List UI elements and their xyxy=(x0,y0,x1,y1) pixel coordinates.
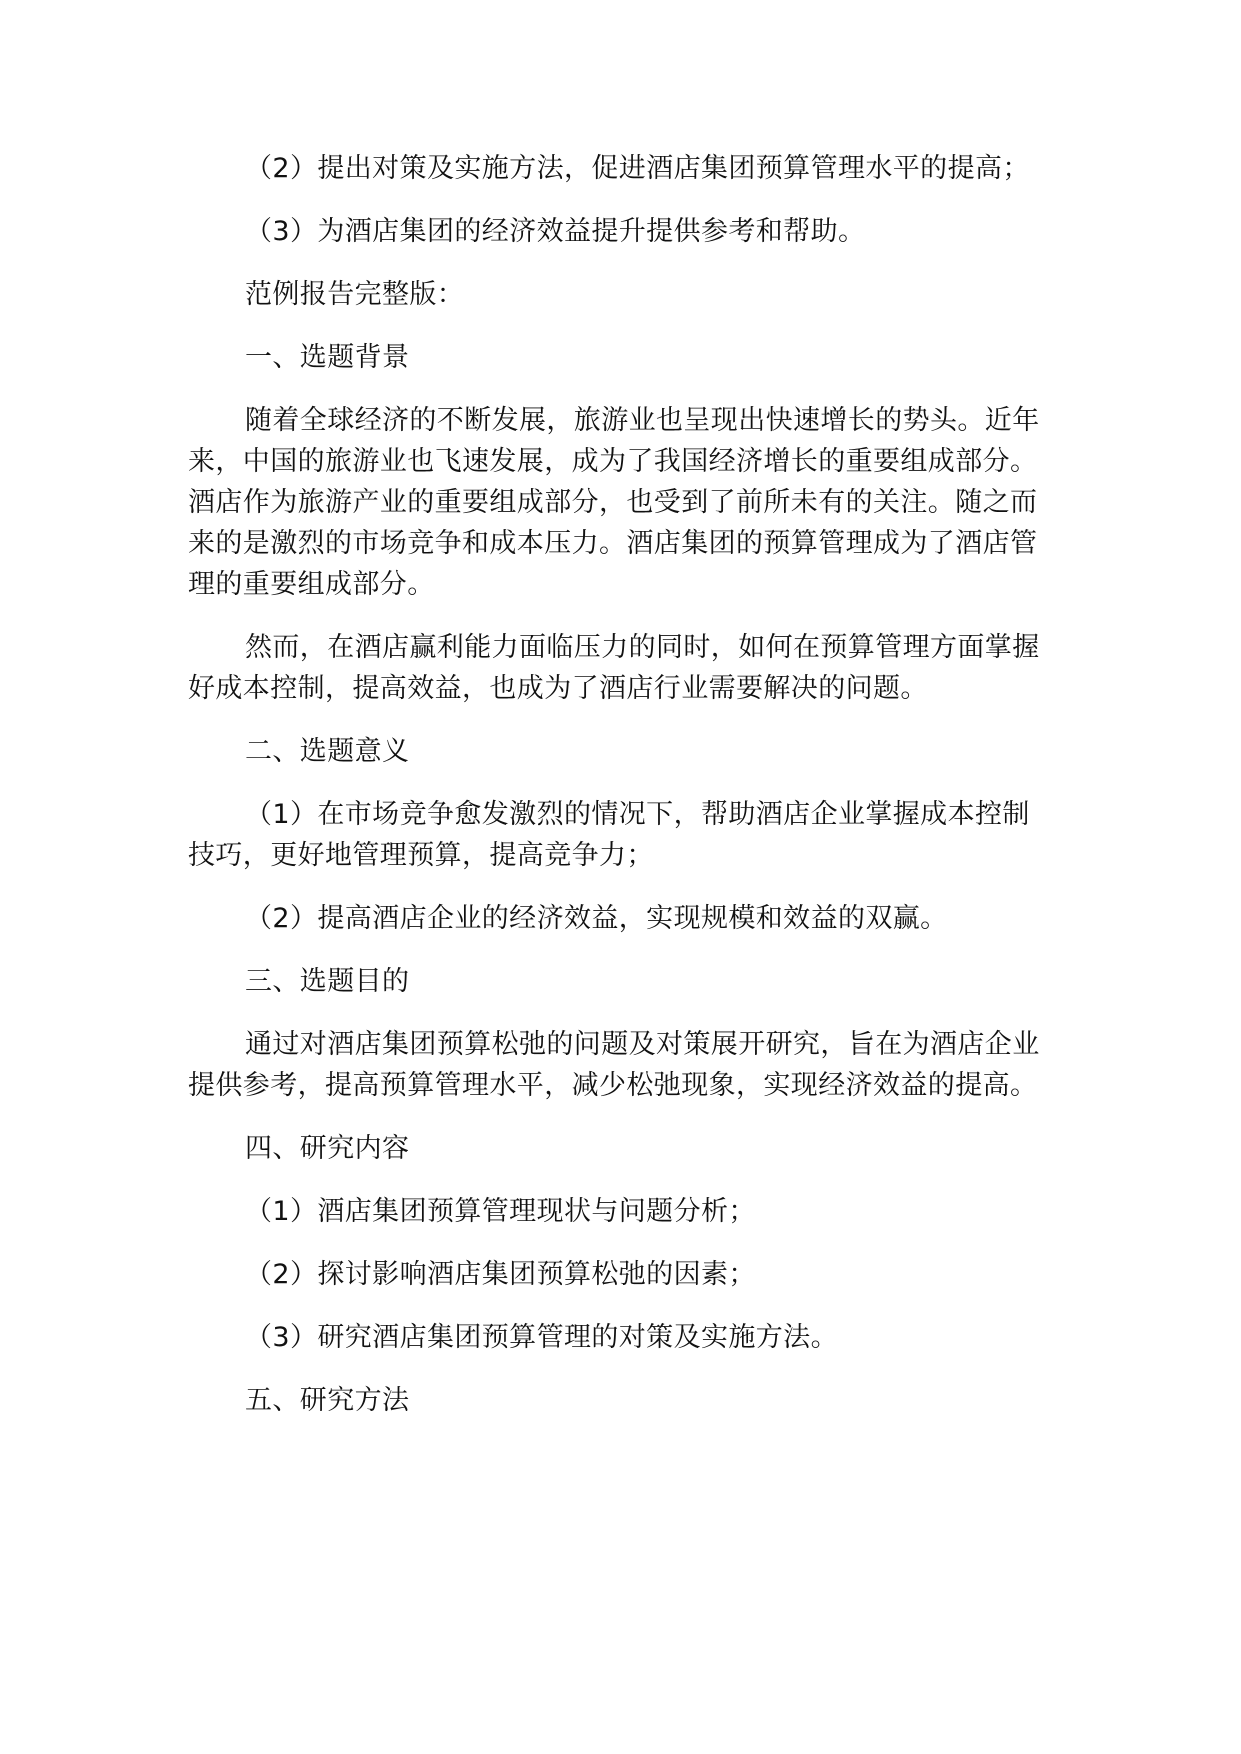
section-heading-5: 五、研究方法 xyxy=(245,1385,410,1416)
paragraph-1: （2）提出对策及实施方法，促进酒店集团预算管理水平的提高； xyxy=(245,153,1030,184)
paragraph-7: （2）提高酒店企业的经济效益，实现规模和效益的双赢。 xyxy=(245,903,948,934)
paragraph-6: （1）在市场竞争愈发激烈的情况下，帮助酒店企业掌握成本控制技巧，更好地管理预算，提高竞争力； xyxy=(188,799,1030,871)
paragraph-9: （1）酒店集团预算管理现状与问题分析； xyxy=(245,1196,756,1227)
paragraph-5: 然而，在酒店赢利能力面临压力的同时，如何在预算管理方面掌握好成本控制，提高效益，也成为了酒店行业需要解决的问题。 xyxy=(188,632,1040,704)
document-body xyxy=(188,148,1048,1421)
section-heading-2: 二、选题意义 xyxy=(245,736,410,767)
paragraph-11: （3）研究酒店集团预算管理的对策及实施方法。 xyxy=(245,1322,838,1353)
paragraph-3: 范例报告完整版： xyxy=(245,279,465,310)
section-heading-3: 三、选题目的 xyxy=(245,966,410,997)
paragraph-2: （3）为酒店集团的经济效益提升提供参考和帮助。 xyxy=(245,216,866,247)
section-heading-1: 一、选题背景 xyxy=(245,342,410,373)
paragraph-10: （2）探讨影响酒店集团预算松弛的因素； xyxy=(245,1259,756,1290)
section-heading-4: 四、研究内容 xyxy=(245,1133,410,1164)
paragraph-4: 随着全球经济的不断发展，旅游业也呈现出快速增长的势头。近年来，中国的旅游业也飞速发展，成为了我国经济增长的重要组成部分。酒店作为旅游产业的重要组成部分，也受到了前所未有的关注。随之而来的是激烈的市场竞争和成本压力。酒店集团的预算管理成为了酒店管理的重要组成部分。 xyxy=(188,405,1040,600)
paragraph-8: 通过对酒店集团预算松弛的问题及对策展开研究，旨在为酒店企业提供参考，提高预算管理水平，减少松弛现象，实现经济效益的提高。 xyxy=(188,1029,1040,1101)
